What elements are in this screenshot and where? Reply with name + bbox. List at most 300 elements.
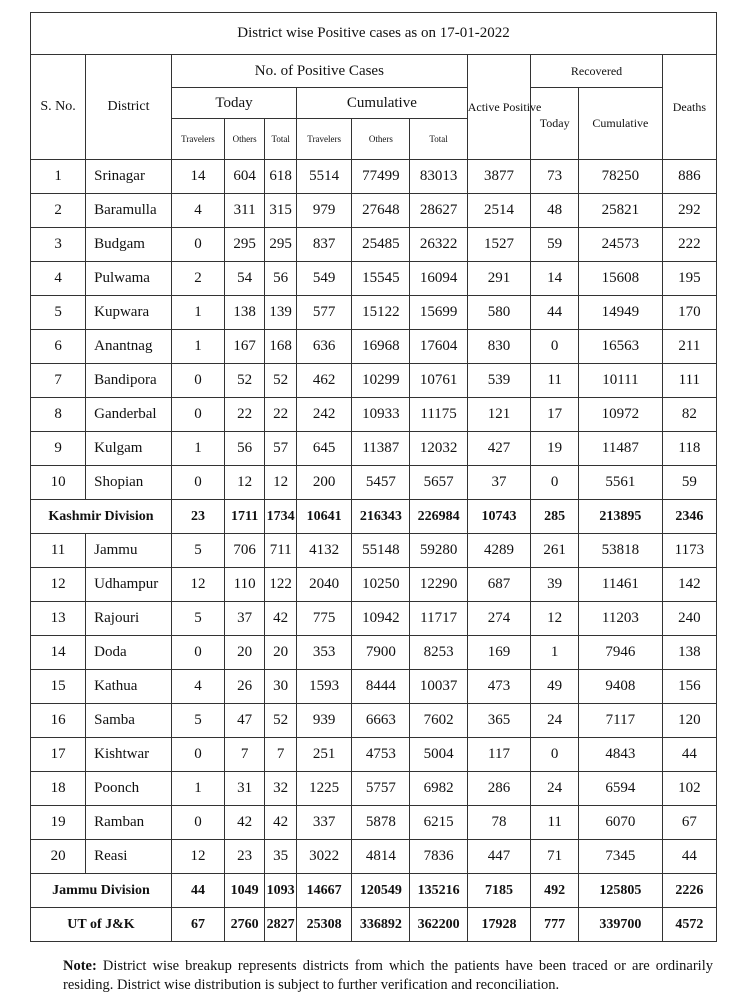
cell-recovered-today: 261 xyxy=(531,534,579,568)
cell-cumulative-total: 226984 xyxy=(410,500,467,534)
cell-active-positive: 17928 xyxy=(467,908,531,942)
cell-sno: 7 xyxy=(31,364,86,398)
cell-active-positive: 7185 xyxy=(467,874,531,908)
cell-recovered-today: 1 xyxy=(531,636,579,670)
cell-today-total: 1093 xyxy=(265,874,297,908)
cell-recovered-today: 285 xyxy=(531,500,579,534)
cell-today-others: 1049 xyxy=(224,874,264,908)
cell-deaths: 170 xyxy=(662,296,716,330)
cell-today-travelers: 0 xyxy=(171,466,224,500)
cell-district: Ganderbal xyxy=(86,398,172,432)
cell-deaths: 44 xyxy=(662,738,716,772)
cell-today-others: 23 xyxy=(224,840,264,874)
cell-cumulative-total: 28627 xyxy=(410,194,467,228)
cell-deaths: 120 xyxy=(662,704,716,738)
cell-cumulative-total: 135216 xyxy=(410,874,467,908)
cell-cumulative-total: 26322 xyxy=(410,228,467,262)
summary-row xyxy=(31,500,717,534)
table-row xyxy=(31,670,717,704)
cell-sno: 20 xyxy=(31,840,86,874)
cell-sno: 1 xyxy=(31,160,86,194)
cell-recovered-today: 14 xyxy=(531,262,579,296)
cell-recovered-today: 59 xyxy=(531,228,579,262)
cell-recovered-cumulative: 6594 xyxy=(579,772,663,806)
cell-active-positive: 169 xyxy=(467,636,531,670)
cell-deaths: 222 xyxy=(662,228,716,262)
cell-deaths: 2226 xyxy=(662,874,716,908)
cell-recovered-today: 73 xyxy=(531,160,579,194)
header-today-travelers: Travelers xyxy=(171,119,224,160)
cell-active-positive: 37 xyxy=(467,466,531,500)
cell-cumulative-total: 7836 xyxy=(410,840,467,874)
cell-cumulative-others: 10942 xyxy=(352,602,410,636)
cell-today-others: 47 xyxy=(224,704,264,738)
cell-today-travelers: 0 xyxy=(171,228,224,262)
cell-today-others: 604 xyxy=(224,160,264,194)
cell-recovered-cumulative: 78250 xyxy=(579,160,663,194)
cell-today-travelers: 12 xyxy=(171,568,224,602)
table-row xyxy=(31,840,717,874)
cell-recovered-today: 0 xyxy=(531,330,579,364)
cell-recovered-today: 777 xyxy=(531,908,579,942)
cell-cumulative-others: 5457 xyxy=(352,466,410,500)
cell-today-total: 42 xyxy=(265,602,297,636)
cell-cumulative-others: 10250 xyxy=(352,568,410,602)
cell-deaths: 1173 xyxy=(662,534,716,568)
summary-label: Jammu Division xyxy=(31,874,172,908)
cell-today-travelers: 1 xyxy=(171,772,224,806)
cell-deaths: 2346 xyxy=(662,500,716,534)
cell-cumulative-others: 7900 xyxy=(352,636,410,670)
cell-cumulative-travelers: 337 xyxy=(297,806,352,840)
cell-active-positive: 3877 xyxy=(467,160,531,194)
cell-cumulative-travelers: 5514 xyxy=(297,160,352,194)
table-row xyxy=(31,262,717,296)
cell-cumulative-total: 10761 xyxy=(410,364,467,398)
cell-sno: 17 xyxy=(31,738,86,772)
cell-today-others: 31 xyxy=(224,772,264,806)
cell-recovered-today: 11 xyxy=(531,806,579,840)
cell-deaths: 67 xyxy=(662,806,716,840)
district-cases-table xyxy=(30,12,717,942)
cell-today-travelers: 1 xyxy=(171,432,224,466)
note-label: Note: xyxy=(63,958,97,974)
cell-today-total: 618 xyxy=(265,160,297,194)
cell-today-travelers: 12 xyxy=(171,840,224,874)
cell-deaths: 118 xyxy=(662,432,716,466)
cell-active-positive: 539 xyxy=(467,364,531,398)
cell-cumulative-travelers: 775 xyxy=(297,602,352,636)
cell-today-total: 42 xyxy=(265,806,297,840)
cell-today-total: 295 xyxy=(265,228,297,262)
cell-today-total: 168 xyxy=(265,330,297,364)
cell-district: Jammu xyxy=(86,534,172,568)
cell-today-total: 52 xyxy=(265,364,297,398)
header-deaths: Deaths xyxy=(662,55,716,160)
cell-today-travelers: 1 xyxy=(171,296,224,330)
cell-cumulative-total: 12290 xyxy=(410,568,467,602)
cell-deaths: 195 xyxy=(662,262,716,296)
cell-today-travelers: 0 xyxy=(171,636,224,670)
cell-today-travelers: 4 xyxy=(171,194,224,228)
cell-district: Srinagar xyxy=(86,160,172,194)
cell-cumulative-travelers: 242 xyxy=(297,398,352,432)
cell-cumulative-travelers: 10641 xyxy=(297,500,352,534)
header-district: District xyxy=(86,55,172,160)
cell-district: Reasi xyxy=(86,840,172,874)
cell-active-positive: 286 xyxy=(467,772,531,806)
cell-recovered-cumulative: 53818 xyxy=(579,534,663,568)
cell-today-others: 1711 xyxy=(224,500,264,534)
cell-active-positive: 117 xyxy=(467,738,531,772)
table-row xyxy=(31,228,717,262)
cell-recovered-cumulative: 11461 xyxy=(579,568,663,602)
cell-today-others: 311 xyxy=(224,194,264,228)
cell-recovered-cumulative: 339700 xyxy=(579,908,663,942)
cell-today-total: 2827 xyxy=(265,908,297,942)
cell-cumulative-travelers: 1225 xyxy=(297,772,352,806)
cell-cumulative-others: 4814 xyxy=(352,840,410,874)
cell-recovered-cumulative: 125805 xyxy=(579,874,663,908)
cell-district: Doda xyxy=(86,636,172,670)
cell-district: Budgam xyxy=(86,228,172,262)
cell-today-others: 12 xyxy=(224,466,264,500)
cell-recovered-cumulative: 14949 xyxy=(579,296,663,330)
cell-active-positive: 687 xyxy=(467,568,531,602)
cell-deaths: 886 xyxy=(662,160,716,194)
cell-recovered-today: 11 xyxy=(531,364,579,398)
header-cumulative-total: Total xyxy=(410,119,467,160)
cell-cumulative-travelers: 645 xyxy=(297,432,352,466)
cell-cumulative-others: 16968 xyxy=(352,330,410,364)
cell-sno: 19 xyxy=(31,806,86,840)
cell-active-positive: 427 xyxy=(467,432,531,466)
cell-cumulative-travelers: 462 xyxy=(297,364,352,398)
cell-recovered-today: 492 xyxy=(531,874,579,908)
cell-district: Rajouri xyxy=(86,602,172,636)
cell-deaths: 44 xyxy=(662,840,716,874)
cell-recovered-cumulative: 10972 xyxy=(579,398,663,432)
cell-recovered-cumulative: 6070 xyxy=(579,806,663,840)
cell-today-total: 7 xyxy=(265,738,297,772)
cell-today-total: 22 xyxy=(265,398,297,432)
cell-sno: 6 xyxy=(31,330,86,364)
cell-deaths: 142 xyxy=(662,568,716,602)
cell-today-others: 7 xyxy=(224,738,264,772)
header-active-positive: Active Positive xyxy=(467,55,531,160)
cell-deaths: 59 xyxy=(662,466,716,500)
cell-district: Udhampur xyxy=(86,568,172,602)
cell-sno: 16 xyxy=(31,704,86,738)
header-today-total: Total xyxy=(265,119,297,160)
table-row xyxy=(31,772,717,806)
cell-today-total: 315 xyxy=(265,194,297,228)
table-row xyxy=(31,602,717,636)
cell-active-positive: 580 xyxy=(467,296,531,330)
cell-cumulative-others: 5878 xyxy=(352,806,410,840)
cell-cumulative-travelers: 979 xyxy=(297,194,352,228)
cell-active-positive: 1527 xyxy=(467,228,531,262)
cell-recovered-today: 19 xyxy=(531,432,579,466)
cell-today-total: 139 xyxy=(265,296,297,330)
cell-deaths: 211 xyxy=(662,330,716,364)
table-row xyxy=(31,160,717,194)
cell-deaths: 102 xyxy=(662,772,716,806)
header-sno: S. No. xyxy=(31,55,86,160)
table-row xyxy=(31,296,717,330)
cell-today-others: 42 xyxy=(224,806,264,840)
cell-today-total: 1734 xyxy=(265,500,297,534)
header-cumulative: Cumulative xyxy=(297,88,468,119)
cell-cumulative-total: 59280 xyxy=(410,534,467,568)
cell-deaths: 82 xyxy=(662,398,716,432)
cell-recovered-today: 71 xyxy=(531,840,579,874)
cell-today-others: 2760 xyxy=(224,908,264,942)
cell-today-travelers: 0 xyxy=(171,364,224,398)
cell-today-travelers: 5 xyxy=(171,704,224,738)
cell-cumulative-total: 8253 xyxy=(410,636,467,670)
cell-district: Bandipora xyxy=(86,364,172,398)
cell-cumulative-total: 12032 xyxy=(410,432,467,466)
cell-cumulative-total: 83013 xyxy=(410,160,467,194)
cell-active-positive: 78 xyxy=(467,806,531,840)
table-row xyxy=(31,636,717,670)
cell-cumulative-total: 5657 xyxy=(410,466,467,500)
cell-cumulative-others: 216343 xyxy=(352,500,410,534)
cell-recovered-cumulative: 5561 xyxy=(579,466,663,500)
table-row xyxy=(31,194,717,228)
cell-cumulative-total: 16094 xyxy=(410,262,467,296)
cell-deaths: 111 xyxy=(662,364,716,398)
cell-cumulative-others: 10299 xyxy=(352,364,410,398)
header-cumulative-others: Others xyxy=(352,119,410,160)
cell-recovered-cumulative: 9408 xyxy=(579,670,663,704)
cell-sno: 4 xyxy=(31,262,86,296)
cell-cumulative-travelers: 549 xyxy=(297,262,352,296)
cell-cumulative-others: 120549 xyxy=(352,874,410,908)
cell-active-positive: 121 xyxy=(467,398,531,432)
cell-district: Kathua xyxy=(86,670,172,704)
header-recovered: Recovered xyxy=(531,55,662,88)
cell-cumulative-travelers: 25308 xyxy=(297,908,352,942)
cell-today-total: 32 xyxy=(265,772,297,806)
cell-today-travelers: 0 xyxy=(171,806,224,840)
cell-district: Kupwara xyxy=(86,296,172,330)
cell-cumulative-travelers: 1593 xyxy=(297,670,352,704)
cell-today-total: 57 xyxy=(265,432,297,466)
cell-active-positive: 4289 xyxy=(467,534,531,568)
cell-sno: 10 xyxy=(31,466,86,500)
cell-today-others: 54 xyxy=(224,262,264,296)
cell-district: Samba xyxy=(86,704,172,738)
cell-today-others: 295 xyxy=(224,228,264,262)
cell-today-others: 26 xyxy=(224,670,264,704)
summary-row xyxy=(31,874,717,908)
cell-today-travelers: 1 xyxy=(171,330,224,364)
cell-sno: 2 xyxy=(31,194,86,228)
cell-active-positive: 2514 xyxy=(467,194,531,228)
cell-cumulative-total: 6215 xyxy=(410,806,467,840)
table-row xyxy=(31,534,717,568)
cell-today-travelers: 23 xyxy=(171,500,224,534)
table-row xyxy=(31,704,717,738)
cell-recovered-today: 24 xyxy=(531,704,579,738)
cell-district: Poonch xyxy=(86,772,172,806)
table-row xyxy=(31,806,717,840)
cell-cumulative-others: 8444 xyxy=(352,670,410,704)
table-row xyxy=(31,568,717,602)
cell-today-travelers: 14 xyxy=(171,160,224,194)
cell-cumulative-travelers: 14667 xyxy=(297,874,352,908)
cell-deaths: 240 xyxy=(662,602,716,636)
cell-recovered-cumulative: 25821 xyxy=(579,194,663,228)
cell-sno: 3 xyxy=(31,228,86,262)
cell-active-positive: 291 xyxy=(467,262,531,296)
cell-cumulative-total: 7602 xyxy=(410,704,467,738)
cell-today-travelers: 0 xyxy=(171,738,224,772)
cell-recovered-cumulative: 16563 xyxy=(579,330,663,364)
table-row xyxy=(31,398,717,432)
cell-district: Anantnag xyxy=(86,330,172,364)
cell-recovered-cumulative: 11203 xyxy=(579,602,663,636)
cell-today-travelers: 0 xyxy=(171,398,224,432)
cell-today-others: 37 xyxy=(224,602,264,636)
note-text: District wise breakup represents districts from which the patients have been traced or are ordinarily residing. District wise distribution is subject to further verification and reconciliation. xyxy=(63,958,713,993)
cell-cumulative-travelers: 577 xyxy=(297,296,352,330)
cell-district: Ramban xyxy=(86,806,172,840)
cell-sno: 11 xyxy=(31,534,86,568)
header-recovered-cumulative: Cumulative xyxy=(579,88,663,160)
cell-today-others: 20 xyxy=(224,636,264,670)
cell-sno: 15 xyxy=(31,670,86,704)
cell-cumulative-others: 27648 xyxy=(352,194,410,228)
summary-row xyxy=(31,908,717,942)
header-today: Today xyxy=(171,88,296,119)
cell-today-total: 122 xyxy=(265,568,297,602)
cell-today-travelers: 2 xyxy=(171,262,224,296)
header-positive-cases: No. of Positive Cases xyxy=(171,55,467,88)
cell-today-travelers: 5 xyxy=(171,534,224,568)
table-row xyxy=(31,432,717,466)
cell-today-others: 22 xyxy=(224,398,264,432)
header-recovered-today: Today xyxy=(531,88,579,160)
cell-today-total: 35 xyxy=(265,840,297,874)
cell-today-others: 706 xyxy=(224,534,264,568)
cell-recovered-cumulative: 4843 xyxy=(579,738,663,772)
cell-district: Pulwama xyxy=(86,262,172,296)
cell-cumulative-travelers: 939 xyxy=(297,704,352,738)
cell-active-positive: 830 xyxy=(467,330,531,364)
cell-cumulative-total: 10037 xyxy=(410,670,467,704)
cell-active-positive: 473 xyxy=(467,670,531,704)
cell-cumulative-total: 15699 xyxy=(410,296,467,330)
table-row xyxy=(31,738,717,772)
cell-today-others: 110 xyxy=(224,568,264,602)
cell-recovered-today: 39 xyxy=(531,568,579,602)
cell-cumulative-total: 362200 xyxy=(410,908,467,942)
cell-cumulative-total: 11175 xyxy=(410,398,467,432)
cell-recovered-cumulative: 10111 xyxy=(579,364,663,398)
cell-cumulative-travelers: 837 xyxy=(297,228,352,262)
cell-cumulative-others: 15545 xyxy=(352,262,410,296)
cell-sno: 5 xyxy=(31,296,86,330)
cell-today-total: 30 xyxy=(265,670,297,704)
cell-recovered-today: 12 xyxy=(531,602,579,636)
cell-cumulative-others: 4753 xyxy=(352,738,410,772)
cell-cumulative-travelers: 4132 xyxy=(297,534,352,568)
cell-cumulative-others: 77499 xyxy=(352,160,410,194)
header-cumulative-travelers: Travelers xyxy=(297,119,352,160)
summary-label: Kashmir Division xyxy=(31,500,172,534)
cell-cumulative-others: 11387 xyxy=(352,432,410,466)
cell-sno: 8 xyxy=(31,398,86,432)
cell-today-travelers: 4 xyxy=(171,670,224,704)
cell-today-total: 52 xyxy=(265,704,297,738)
cell-cumulative-total: 17604 xyxy=(410,330,467,364)
cell-cumulative-total: 11717 xyxy=(410,602,467,636)
table-row xyxy=(31,466,717,500)
cell-sno: 13 xyxy=(31,602,86,636)
cell-deaths: 156 xyxy=(662,670,716,704)
cell-today-total: 12 xyxy=(265,466,297,500)
cell-recovered-cumulative: 24573 xyxy=(579,228,663,262)
cell-recovered-today: 0 xyxy=(531,466,579,500)
cell-cumulative-others: 55148 xyxy=(352,534,410,568)
cell-cumulative-travelers: 200 xyxy=(297,466,352,500)
cell-recovered-today: 17 xyxy=(531,398,579,432)
cell-recovered-cumulative: 7117 xyxy=(579,704,663,738)
cell-cumulative-total: 5004 xyxy=(410,738,467,772)
cell-sno: 18 xyxy=(31,772,86,806)
cell-cumulative-others: 10933 xyxy=(352,398,410,432)
cell-active-positive: 447 xyxy=(467,840,531,874)
cell-today-travelers: 67 xyxy=(171,908,224,942)
cell-today-others: 52 xyxy=(224,364,264,398)
cell-cumulative-others: 15122 xyxy=(352,296,410,330)
cell-recovered-cumulative: 213895 xyxy=(579,500,663,534)
cell-today-travelers: 44 xyxy=(171,874,224,908)
summary-label: UT of J&K xyxy=(31,908,172,942)
cell-cumulative-travelers: 251 xyxy=(297,738,352,772)
cell-recovered-today: 49 xyxy=(531,670,579,704)
table-row xyxy=(31,330,717,364)
footnote xyxy=(63,957,713,995)
cell-sno: 14 xyxy=(31,636,86,670)
table-row xyxy=(31,364,717,398)
cell-district: Baramulla xyxy=(86,194,172,228)
cell-recovered-cumulative: 11487 xyxy=(579,432,663,466)
cell-cumulative-travelers: 353 xyxy=(297,636,352,670)
cell-district: Shopian xyxy=(86,466,172,500)
cell-active-positive: 10743 xyxy=(467,500,531,534)
cell-district: Kishtwar xyxy=(86,738,172,772)
cell-cumulative-travelers: 636 xyxy=(297,330,352,364)
table-title: District wise Positive cases as on 17-01-2022 xyxy=(31,13,717,55)
cell-today-travelers: 5 xyxy=(171,602,224,636)
cell-active-positive: 365 xyxy=(467,704,531,738)
cell-today-total: 56 xyxy=(265,262,297,296)
cell-active-positive: 274 xyxy=(467,602,531,636)
cell-recovered-cumulative: 15608 xyxy=(579,262,663,296)
cell-recovered-today: 24 xyxy=(531,772,579,806)
cell-today-others: 167 xyxy=(224,330,264,364)
cell-sno: 9 xyxy=(31,432,86,466)
cell-cumulative-others: 5757 xyxy=(352,772,410,806)
header-today-others: Others xyxy=(224,119,264,160)
cell-cumulative-others: 25485 xyxy=(352,228,410,262)
cell-recovered-cumulative: 7345 xyxy=(579,840,663,874)
cell-cumulative-others: 336892 xyxy=(352,908,410,942)
